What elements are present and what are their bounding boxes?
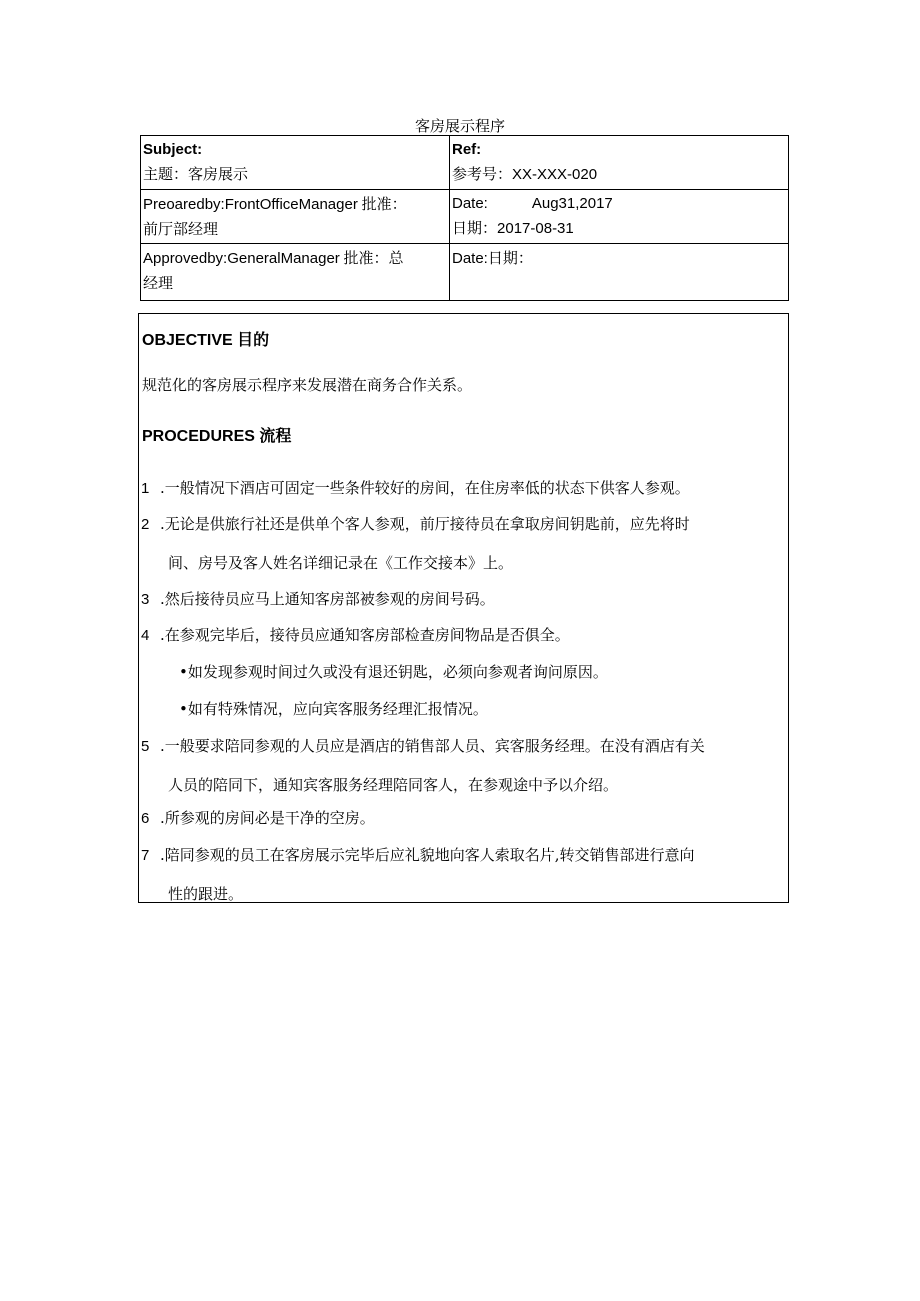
subject-cell — [141, 136, 450, 190]
procedure-item-1 — [141, 469, 787, 508]
procedure-item-4 — [141, 616, 787, 655]
content-box — [138, 313, 789, 903]
approved-role: 经理 — [143, 274, 174, 292]
item-number: 1 — [141, 480, 150, 497]
procedure-item-6 — [141, 799, 787, 838]
procedure-item-7 — [141, 836, 787, 913]
procedure-item-3 — [141, 580, 787, 619]
approve-date-cell — [450, 244, 789, 301]
bullet-item-2: •如有特殊情况，应向宾客服务经理汇报情况。 — [179, 700, 488, 718]
prepared-role: 前厅部经理 — [143, 220, 219, 238]
item-number: 4 — [141, 627, 150, 644]
procedures-heading: PROCEDURES 流程 — [142, 428, 292, 445]
approve-date-cn: 日期： — [487, 249, 533, 267]
document-title: 客房展示程序 — [414, 117, 505, 135]
item-text-continued: 间、房号及客人姓名详细记录在《工作交接本》上。 — [168, 554, 514, 572]
item-number: 2 — [141, 516, 150, 533]
item-text: .陪同参观的员工在客房展示完毕后应礼貌地向客人索取名片,转交销售部进行意向 — [160, 846, 695, 864]
ref-value-code: XX-XXX-020 — [512, 166, 598, 183]
header-table — [140, 135, 789, 301]
item-text: .所参观的房间必是干净的空房。 — [160, 809, 375, 827]
item-text: .一般情况下酒店可固定一些条件较好的房间，在住房率低的状态下供客人参观。 — [160, 479, 690, 497]
item-text: .在参观完毕后，接待员应通知客房部检查房间物品是否俱全。 — [160, 626, 570, 644]
date-value: Aug31,2017 — [531, 195, 613, 212]
ref-label: Ref: — [452, 141, 482, 158]
approved-cell — [141, 244, 450, 301]
prepared-cn: 批准： — [361, 195, 407, 213]
bullet-item-1: •如发现参观时间过久或没有退还钥匙，必须向参观者询问原因。 — [179, 663, 608, 681]
date-cn-label: 日期： — [452, 219, 498, 237]
item-text-continued: 人员的陪同下，通知宾客服务经理陪同客人，在参观途中予以介绍。 — [168, 776, 619, 794]
date-cn-value: 2017-08-31 — [497, 220, 574, 237]
subject-label: Subject: — [143, 141, 203, 158]
date-cell — [450, 190, 789, 244]
date-label: Date: — [452, 195, 488, 212]
prepared-cell — [141, 190, 450, 244]
approved-cn: 批准：总 — [343, 249, 404, 267]
item-number: 7 — [141, 847, 150, 864]
item-number: 5 — [141, 738, 150, 755]
objective-heading: OBJECTIVE 目的 — [142, 332, 270, 349]
prepared-by: Preoaredby:FrontOfficeManager — [143, 196, 358, 213]
item-text: .一般要求陪同参观的人员应是酒店的销售部人员、宾客服务经理。在没有酒店有关 — [160, 737, 705, 755]
procedure-item-5 — [141, 727, 787, 804]
subject-value: 主题：客房展示 — [143, 165, 249, 183]
approve-date-label: Date: — [452, 250, 488, 267]
ref-cell — [450, 136, 789, 190]
procedure-item-2 — [141, 505, 787, 582]
item-text-continued: 性的跟进。 — [168, 885, 244, 903]
ref-value-cn: 参考号： — [452, 165, 513, 183]
item-text: .无论是供旅行社还是供单个客人参观，前厅接待员在拿取房间钥匙前，应先将时 — [160, 515, 690, 533]
item-number: 3 — [141, 591, 150, 608]
approved-by: Approvedby:GeneralManager — [143, 250, 340, 267]
item-text: .然后接待员应马上通知客房部被参观的房间号码。 — [160, 590, 495, 608]
item-number: 6 — [141, 810, 150, 827]
objective-text: 规范化的客房展示程序来发展潜在商务合作关系。 — [142, 376, 473, 394]
